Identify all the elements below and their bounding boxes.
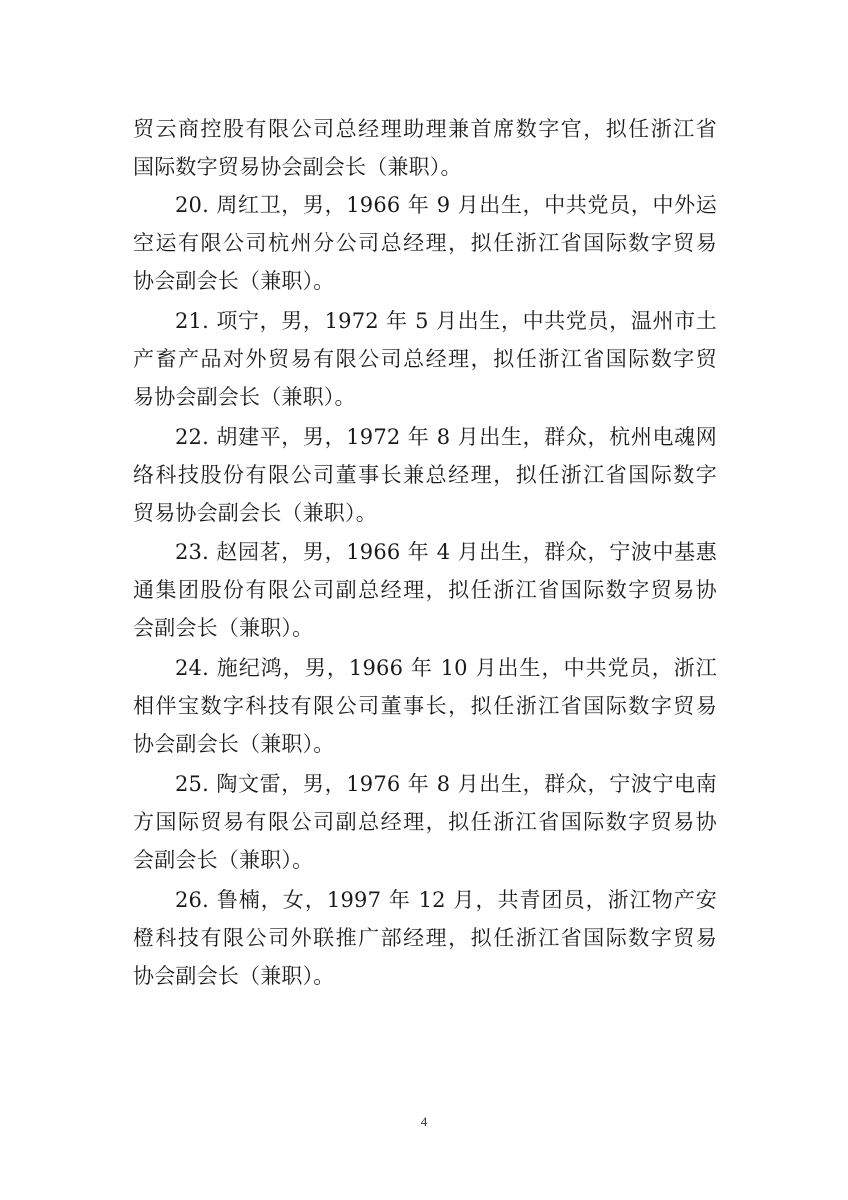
paragraph-7-line-0: 26. 鲁楠，女，1997 年 12 月，共青团员，浙江物产安 [175,888,717,912]
paragraph-2-line-1: 产畜产品对外贸易有限公司总经理，拟任浙江省国际数字贸 [133,347,717,371]
paragraph-5-line-0: 24. 施纪鸿，男，1966 年 10 月出生，中共党员，浙江 [175,656,717,680]
paragraph-4-line-0: 23. 赵园茗，男，1966 年 4 月出生，群众，宁波中基惠 [175,540,717,564]
paragraph-2-line-0: 21. 项宁，男，1972 年 5 月出生，中共党员，温州市土 [175,309,717,333]
paragraph-4-line-1: 通集团股份有限公司副总经理，拟任浙江省国际数字贸易协 [133,578,717,602]
page-number: 4 [420,1114,428,1129]
paragraph-7-line-2: 协会副会长（兼职）。 [133,964,335,988]
paragraph-5-line-2: 协会副会长（兼职）。 [133,732,335,756]
paragraph-1-line-1: 空运有限公司杭州分公司总经理，拟任浙江省国际数字贸易 [133,231,717,255]
paragraph-3-line-2: 贸易协会副会长（兼职）。 [133,501,377,525]
paragraph-6-line-2: 会副会长（兼职）。 [133,848,314,872]
paragraph-5-line-1: 相伴宝数字科技有限公司董事长，拟任浙江省国际数字贸易 [133,694,717,718]
paragraph-1-line-2: 协会副会长（兼职）。 [133,269,335,293]
paragraph-6-line-1: 方国际贸易有限公司副总经理，拟任浙江省国际数字贸易协 [133,810,717,834]
paragraph-3-line-1: 络科技股份有限公司董事长兼总经理，拟任浙江省国际数字 [133,463,717,487]
paragraph-0-line-1: 国际数字贸易协会副会长（兼职）。 [133,155,462,179]
paragraph-4-line-2: 会副会长（兼职）。 [133,616,314,640]
paragraph-7-line-1: 橙科技有限公司外联推广部经理，拟任浙江省国际数字贸易 [133,926,717,950]
paragraph-1-line-0: 20. 周红卫，男，1966 年 9 月出生，中共党员，中外运 [175,193,717,217]
paragraph-2-line-2: 易协会副会长（兼职）。 [133,385,356,409]
paragraph-0-line-0: 贸云商控股有限公司总经理助理兼首席数字官，拟任浙江省 [133,117,717,141]
paragraph-6-line-0: 25. 陶文雷，男，1976 年 8 月出生，群众，宁波宁电南 [175,772,717,796]
paragraph-3-line-0: 22. 胡建平，男，1972 年 8 月出生，群众，杭州电魂网 [175,425,717,449]
